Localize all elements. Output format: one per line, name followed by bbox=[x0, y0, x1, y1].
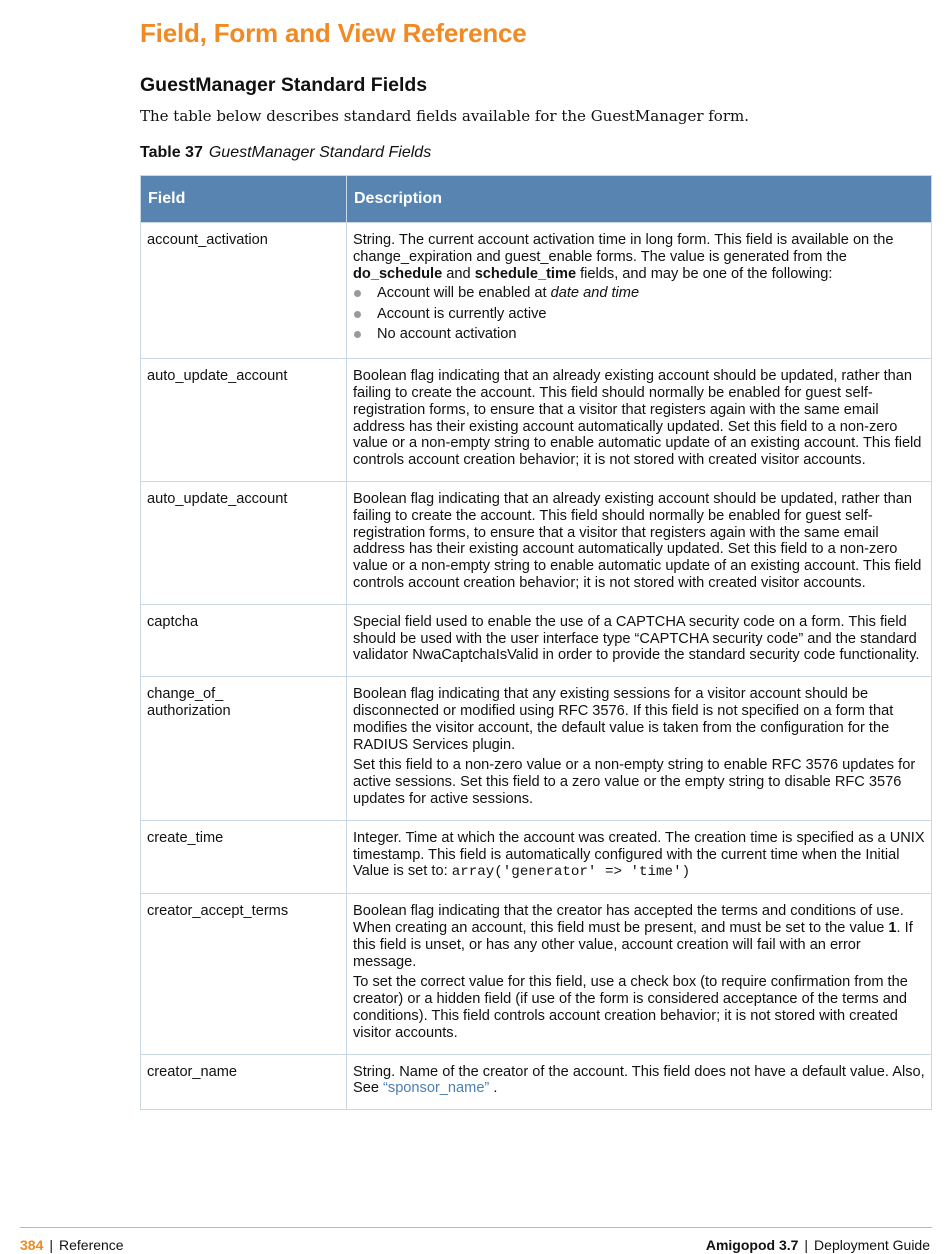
field-name: auto_update_account bbox=[141, 482, 347, 605]
desc-text: Boolean flag indicating that an already existing account should be updated, rather than failing to create the account. This field should normally be enabled for guest self-registration forms, to ensure that a visitor that registers again with the same email address has their existing account automatically updated. Set this field to a non-zero value or a non-empty string to enable automatic update of an existing account. This field controls account creation behavior; it is not stored with created visitor accounts. bbox=[353, 368, 922, 469]
field-description bbox=[347, 604, 932, 676]
footer-product: Amigopod 3.7 bbox=[705, 1237, 799, 1253]
field-name: account_activation bbox=[141, 223, 347, 359]
table-row bbox=[141, 604, 932, 676]
footer-separator: | bbox=[49, 1237, 53, 1253]
desc-text: Set this field to a non-zero value or a non-empty string to enable RFC 3576 updates for active sessions. Set this field to a zero value or the empty string to disable RFC 3576 updates for active sessions. bbox=[353, 757, 916, 808]
footer-section: Reference bbox=[59, 1237, 124, 1253]
desc-text: and bbox=[442, 265, 475, 282]
field-description bbox=[347, 482, 932, 605]
desc-bold: schedule_time bbox=[474, 265, 577, 282]
fields-table bbox=[140, 175, 932, 1110]
field-name-line: change_of_ bbox=[147, 686, 224, 703]
footer-divider bbox=[20, 1227, 932, 1228]
desc-bold: 1 bbox=[888, 920, 897, 936]
field-name bbox=[141, 677, 347, 821]
bullet-item bbox=[353, 285, 925, 302]
page-number: 384 bbox=[20, 1237, 44, 1253]
bullet-list bbox=[353, 285, 925, 342]
field-description bbox=[347, 1054, 932, 1110]
section-title: GuestManager Standard Fields bbox=[140, 74, 428, 96]
bullet-dot-icon bbox=[354, 331, 361, 338]
footer-left bbox=[20, 1237, 124, 1253]
field-description bbox=[347, 894, 932, 1054]
table-caption bbox=[140, 144, 431, 162]
bullet-text: No account activation bbox=[377, 325, 517, 342]
bullet-dot-icon bbox=[354, 290, 361, 297]
desc-text: Boolean flag indicating that an already existing account should be updated, rather than failing to create the account. This field should normally be enabled for guest self-registration forms, to ensure that a visitor that registers again with the same email address has their existing account automatically updated. Set this field to a non-zero value or a non-empty string to enable automatic update of an existing account. This field controls account creation behavior; it is not stored with created visitor accounts. bbox=[353, 491, 922, 592]
field-name-line: authorization bbox=[147, 703, 231, 720]
field-name: captcha bbox=[141, 604, 347, 676]
field-name: auto_update_account bbox=[141, 359, 347, 482]
table-caption-text: GuestManager Standard Fields bbox=[208, 144, 432, 161]
desc-text: . If this field is unset, or has any other value, account creation will fail with an error message. bbox=[353, 920, 913, 970]
table-caption-label: Table 37 bbox=[140, 144, 203, 161]
footer-right bbox=[706, 1237, 930, 1253]
bullet-dot-icon bbox=[354, 311, 361, 318]
table-row bbox=[141, 677, 932, 821]
field-description bbox=[347, 820, 932, 893]
desc-text: String. Name of the creator of the account. This field does not have a default value. Also, See bbox=[353, 1063, 925, 1097]
bullet-text: Account is currently active bbox=[377, 305, 547, 322]
intro-paragraph: The table below describes standard fields available for the GuestManager form. bbox=[140, 107, 750, 125]
field-description bbox=[347, 677, 932, 821]
bullet-item bbox=[353, 326, 925, 343]
table-row bbox=[141, 223, 932, 359]
field-name: creator_name bbox=[141, 1054, 347, 1110]
desc-text: . bbox=[489, 1080, 498, 1097]
desc-text: fields, and may be one of the following: bbox=[576, 265, 833, 282]
chapter-title: Field, Form and View Reference bbox=[140, 18, 527, 48]
column-header-field: Field bbox=[141, 176, 347, 223]
field-description bbox=[347, 223, 932, 359]
bullet-italic: date and time bbox=[550, 285, 640, 302]
column-header-description: Description bbox=[347, 176, 932, 223]
table-row bbox=[141, 820, 932, 893]
desc-text: Integer. Time at which the account was created. The creation time is specified as a UNIX timestamp. This field is automatically configured with the current time when the Initial Value is set to: bbox=[353, 829, 925, 880]
table-row bbox=[141, 894, 932, 1054]
sponsor-name-link[interactable]: “sponsor_name” bbox=[383, 1080, 490, 1097]
desc-text: Boolean flag indicating that any existing sessions for a visitor account should be disconnected or modified using RFC 3576. If this field is not specified on a form that modifies the visitor account, the default value is taken from the configuration for the RADIUS Services plugin. bbox=[353, 686, 894, 753]
table-header-row bbox=[141, 176, 932, 223]
desc-text: Boolean flag indicating that the creator has accepted the terms and conditions of use. When creating an account, this field must be present, and must be set to the value bbox=[353, 903, 904, 936]
footer-separator: | bbox=[804, 1237, 809, 1253]
field-name: creator_accept_terms bbox=[141, 894, 347, 1054]
desc-text: String. The current account activation time in long form. This field is available on the change_expiration and guest_enable forms. The value is generated from the bbox=[353, 232, 894, 265]
table-row bbox=[141, 1054, 932, 1110]
footer-doc-title: Deployment Guide bbox=[814, 1237, 930, 1253]
bullet-item bbox=[353, 306, 925, 323]
code-snippet: array('generator' => 'time') bbox=[451, 864, 691, 881]
desc-text: To set the correct value for this field, use a check box (to require confirmation from the creator) or a hidden field (if use of the form is considered acceptance of the terms and conditions). This field controls account creation behavior; it is not stored with created visitor accounts. bbox=[353, 974, 908, 1041]
desc-bold: do_schedule bbox=[353, 265, 443, 282]
field-description bbox=[347, 359, 932, 482]
bullet-text: Account will be enabled at bbox=[377, 285, 551, 302]
table-row bbox=[141, 359, 932, 482]
table-row bbox=[141, 482, 932, 605]
field-name: create_time bbox=[141, 820, 347, 893]
desc-text: Special field used to enable the use of a CAPTCHA security code on a form. This field should be used with the user interface type “CAPTCHA security code” and the standard validator NwaCaptchaIsValid in order to provide the standard security code functionality. bbox=[353, 613, 920, 664]
